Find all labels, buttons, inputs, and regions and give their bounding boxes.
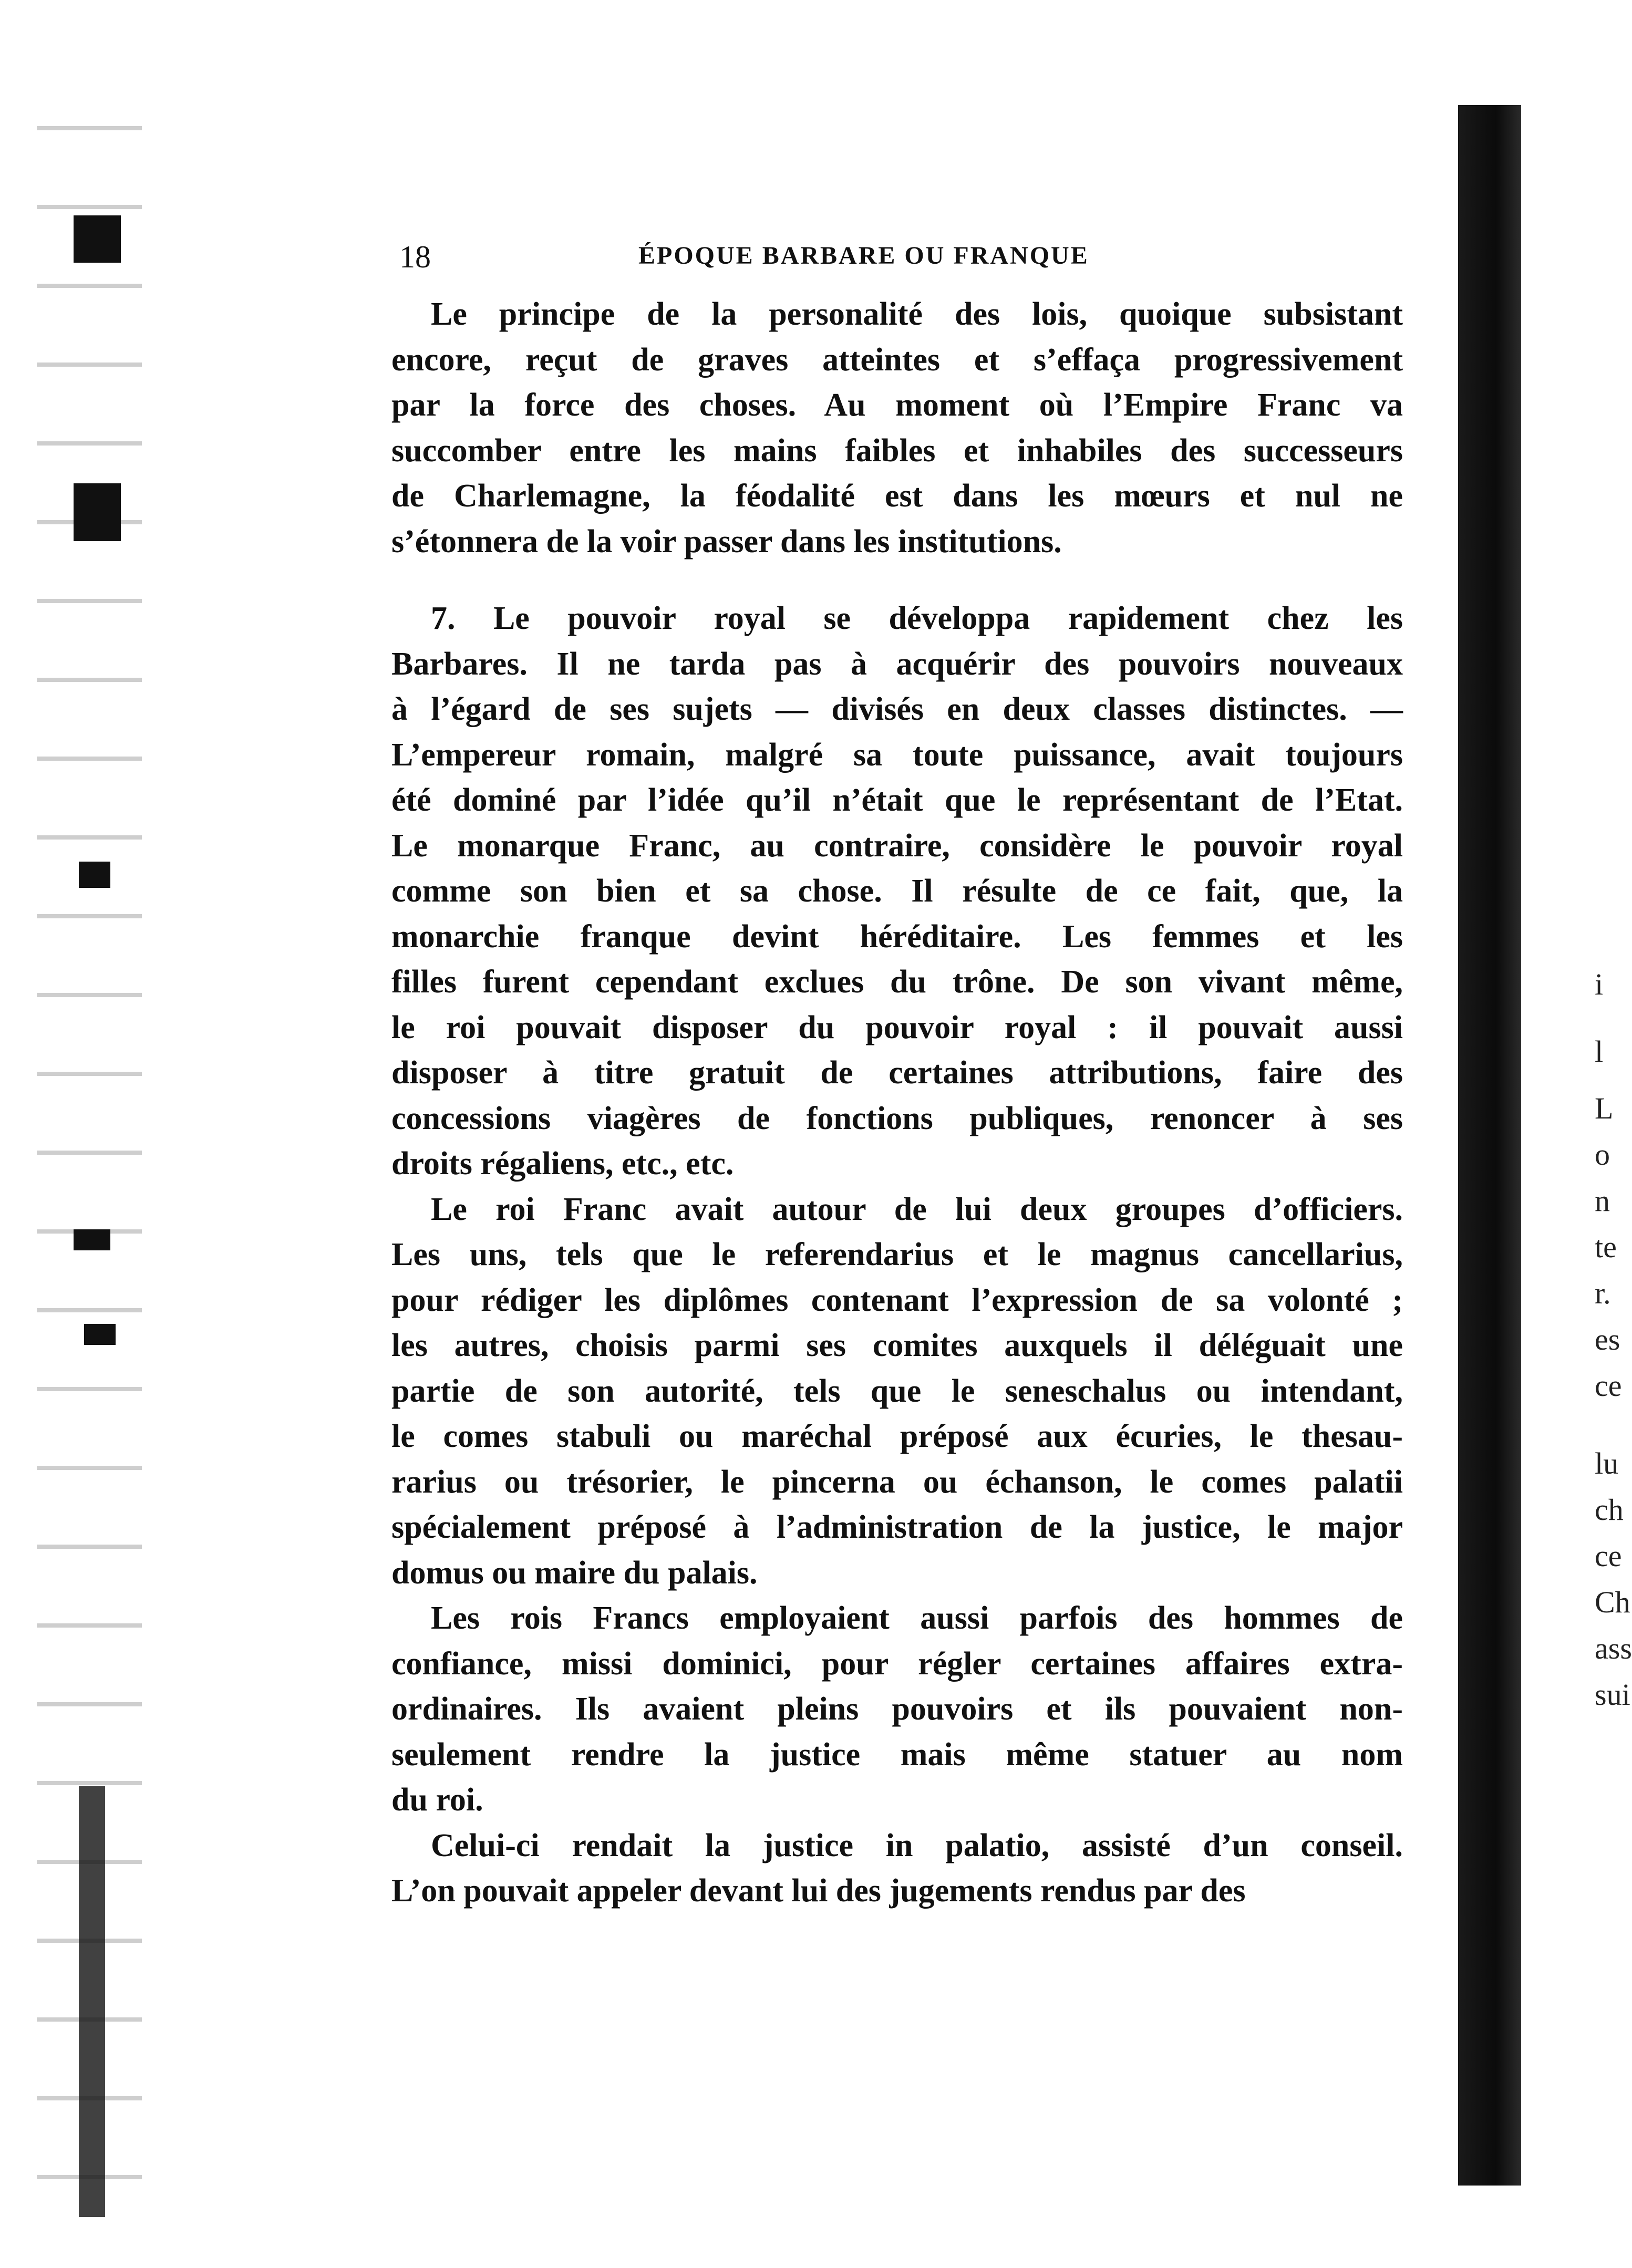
text-line: ordinaires. Ils avaient pleins pouvoirs et ils pouvaient non-	[391, 1691, 1403, 1727]
text-line: L’empereur romain, malgré sa toute puissance, avait toujours	[391, 737, 1403, 773]
text-line: Barbares. Il ne tarda pas à acquérir des pouvoirs nouveaux	[391, 646, 1403, 682]
text-line: pour rédiger les diplômes contenant l’expression de sa volonté ;	[391, 1282, 1403, 1318]
fragment: es	[1595, 1322, 1620, 1356]
text-line: par la force des choses. Au moment où l’Empire Franc va	[391, 387, 1403, 423]
text-line: encore, reçut de graves atteintes et s’effaça progressivement	[391, 341, 1403, 378]
fragment: ce	[1595, 1369, 1622, 1403]
fragment: ce	[1595, 1539, 1622, 1573]
fragment: o	[1595, 1137, 1610, 1172]
text-line: comme son bien et sa chose. Il résulte de ce fait, que, la	[391, 873, 1403, 909]
binding-mark	[74, 483, 121, 541]
section-gap	[391, 564, 1403, 596]
text-line: seulement rendre la justice mais même statuer au nom	[391, 1736, 1403, 1773]
fragment: l	[1595, 1034, 1604, 1069]
paragraph-justice-in-palatio	[391, 1823, 1403, 1914]
section-number: 7.	[431, 600, 456, 636]
fragment: sui	[1595, 1677, 1630, 1712]
text-line: Celui-ci rendait la justice in palatio, assisté d’un conseil.	[431, 1827, 1403, 1863]
text-line: de Charlemagne, la féodalité est dans les mœurs et nul ne	[391, 478, 1403, 514]
text-line: spécialement préposé à l’administration de la justice, le major	[391, 1509, 1403, 1545]
text-line: Le roi Franc avait autour de lui deux groupes d’officiers.	[431, 1191, 1403, 1227]
text-line: disposer à titre gratuit de certaines attributions, faire des	[391, 1055, 1403, 1091]
text-line: Les rois Francs employaient aussi parfois des hommes de	[431, 1600, 1403, 1636]
text-line: du roi.	[391, 1782, 483, 1818]
paragraph-missi-dominici	[391, 1596, 1403, 1823]
text-line: Le monarque Franc, au contraire, considère le pouvoir royal	[391, 827, 1403, 864]
text-line: domus ou maire du palais.	[391, 1555, 758, 1591]
binding-mark	[79, 1786, 105, 2217]
text-line: Le principe de la personalité des lois, quoique subsistant	[431, 296, 1403, 332]
text-line-content: Le pouvoir royal se développa rapidement chez les	[493, 600, 1403, 636]
text-line: confiance, missi dominici, pour régler certaines affaires extra-	[391, 1645, 1403, 1682]
fragment: ass	[1595, 1631, 1632, 1665]
text-line: concessions viagères de fonctions publiques, renoncer à ses	[391, 1100, 1403, 1136]
binding-mark	[84, 1324, 116, 1345]
adjacent-page-edge	[1458, 105, 1521, 2186]
text-line: droits régaliens, etc., etc.	[391, 1146, 734, 1182]
text-line: à l’égard de ses sujets — divisés en deux classes distinctes. —	[391, 691, 1403, 727]
paragraph-personality-of-laws	[391, 292, 1403, 564]
text-line: Les uns, tels que le referendarius et le magnus cancellarius,	[391, 1237, 1403, 1272]
binding-mark	[74, 1229, 110, 1250]
text-line: succomber entre les mains faibles et inhabiles des successeurs	[391, 432, 1403, 469]
text-line: partie de son autorité, tels que le seneschalus ou intendant,	[391, 1373, 1403, 1409]
section-7-royal-power	[391, 596, 1403, 1187]
fragment: lu	[1595, 1446, 1619, 1480]
fragment: L	[1595, 1091, 1614, 1125]
book-page	[391, 239, 1403, 1914]
fragment: n	[1595, 1184, 1610, 1218]
fragment: i	[1595, 967, 1604, 1001]
text-line: filles furent cependant exclues du trône. De son vivant même,	[391, 964, 1403, 1000]
paragraph-officers	[391, 1187, 1403, 1596]
fragment: te	[1595, 1230, 1617, 1264]
running-head	[391, 239, 1403, 281]
chapter-title: ÉPOQUE BARBARE OU FRANQUE	[638, 242, 1089, 270]
binding-mark	[79, 862, 110, 888]
text-line: le comes stabuli ou maréchal préposé aux écuries, le thesau-	[391, 1418, 1403, 1454]
text-line: été dominé par l’idée qu’il n’était que le représentant de l’Etat.	[391, 782, 1403, 818]
text-line: s’étonnera de la voir passer dans les institutions.	[391, 523, 1062, 560]
text-line: les autres, choisis parmi ses comites auxquels il déléguait une	[391, 1328, 1403, 1363]
text-line: le roi pouvait disposer du pouvoir royal : il pouvait aussi	[391, 1009, 1403, 1045]
text-line	[391, 596, 1403, 641]
page-number: 18	[399, 240, 431, 274]
adjacent-page-text-fragments	[1595, 961, 1632, 1718]
fragment: Ch	[1595, 1585, 1630, 1619]
text-line: rarius ou trésorier, le pincerna ou échanson, le comes palatii	[391, 1464, 1403, 1500]
fragment: r.	[1595, 1276, 1611, 1310]
text-line: monarchie franque devint héréditaire. Les femmes et les	[391, 918, 1403, 955]
binding-mark	[74, 215, 121, 263]
fragment: ch	[1595, 1493, 1624, 1527]
text-line: L’on pouvait appeler devant lui des jugements rendus par des	[391, 1873, 1246, 1909]
